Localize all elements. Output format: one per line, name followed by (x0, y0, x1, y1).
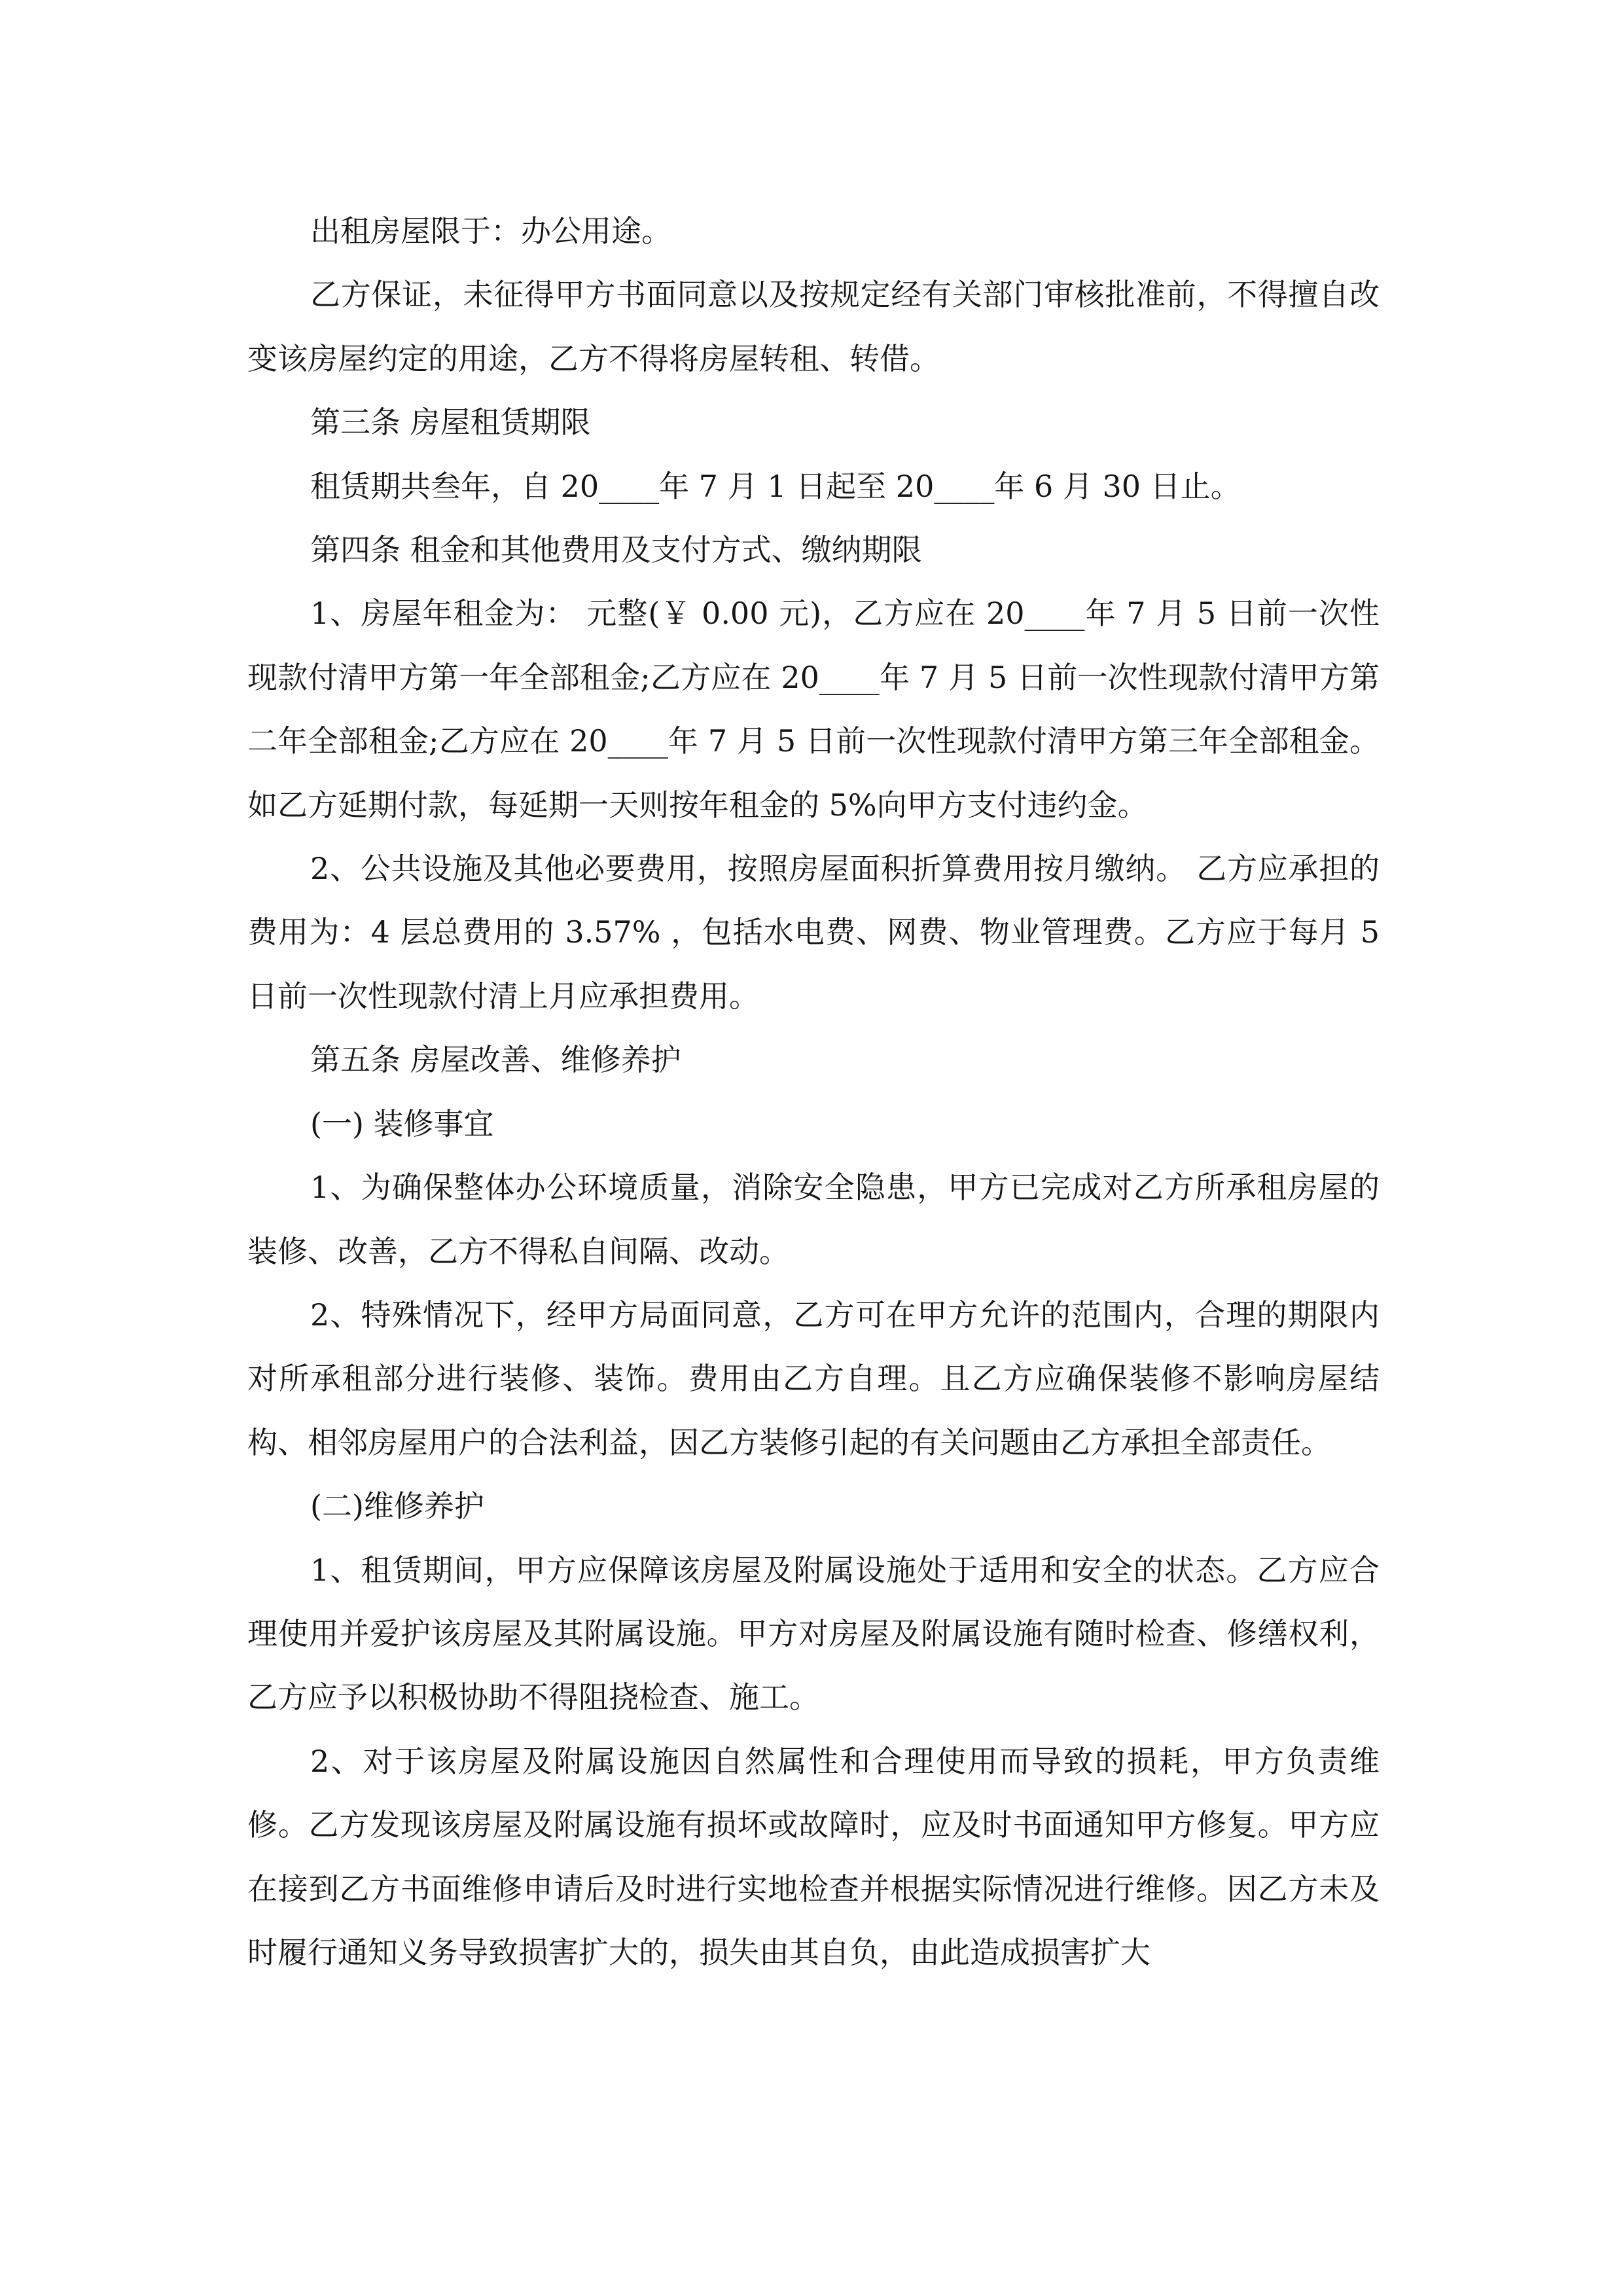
article-4-heading: 第四条 租金和其他费用及支付方式、缴纳期限 (310, 532, 922, 568)
paragraph-usage: 出租房屋限于：办公用途。 (310, 213, 671, 249)
paragraph-maintenance-1: 1、租赁期间，甲方应保障该房屋及附属设施处于适用和安全的状态。乙方应合理使用并爱护该房屋及其附属设施。甲方对房屋及附属设施有随时检查、修缮权利，乙方应予以积极协助不得阻挠检查、施工。 (247, 1552, 1380, 1715)
paragraph-annual-rent: 1、房屋年租金为： 元整(￥ 0.00 元)，乙方应在 20____年 7 月 5 日前一次性现款付清甲方第一年全部租金;乙方应在 20____年 7 月 5 日前一次性现款付清甲方第二年全部租金;乙方应在 20____年 7 月 5 日前一次性现款付清甲方第三年全部租金。如乙方延期付款，每延期一天则按年租金的 5%向甲方支付违约金。 (247, 596, 1380, 823)
section-decoration-heading: (一) 装修事宜 (310, 1105, 494, 1141)
contract-body (247, 200, 1380, 1984)
paragraph-decoration-1: 1、为确保整体办公环境质量，消除安全隐患，甲方已完成对乙方所承租房屋的装修、改善，乙方不得私自间隔、改动。 (247, 1170, 1380, 1269)
article-3-heading: 第三条 房屋租赁期限 (310, 404, 591, 440)
paragraph-shared-fees: 2、公共设施及其他必要费用，按照房屋面积折算费用按月缴纳。 乙方应承担的费用为：4 层总费用的 3.57% ，包括水电费、网费、物业管理费。乙方应于每月 5 日前一次性现款付清上月应承担费用。 (247, 851, 1380, 1014)
paragraph-decoration-2: 2、特殊情况下，经甲方局面同意，乙方可在甲方允许的范围内，合理的期限内对所承租部分进行装修、装饰。费用由乙方自理。且乙方应确保装修不影响房屋结构、相邻房屋用户的合法利益，因乙方装修引起的有关问题由乙方承担全部责任。 (247, 1297, 1380, 1460)
paragraph-lease-term: 租赁期共叁年，自 20____年 7 月 1 日起至 20____年 6 月 30 日止。 (310, 468, 1241, 504)
section-maintenance-heading: (二)维修养护 (310, 1488, 484, 1524)
paragraph-maintenance-2: 2、对于该房屋及附属设施因自然属性和合理使用而导致的损耗，甲方负责维修。乙方发现该房屋及附属设施有损坏或故障时，应及时书面通知甲方修复。甲方应在接到乙方书面维修申请后及时进行实地检查并根据实际情况进行维修。因乙方未及时履行通知义务导致损害扩大的，损失由其自负，由此造成损害扩大 (247, 1743, 1380, 1970)
paragraph-usage-guarantee: 乙方保证，未征得甲方书面同意以及按规定经有关部门审核批准前，不得擅自改变该房屋约定的用途，乙方不得将房屋转租、转借。 (247, 277, 1380, 376)
article-5-heading: 第五条 房屋改善、维修养护 (310, 1042, 681, 1078)
